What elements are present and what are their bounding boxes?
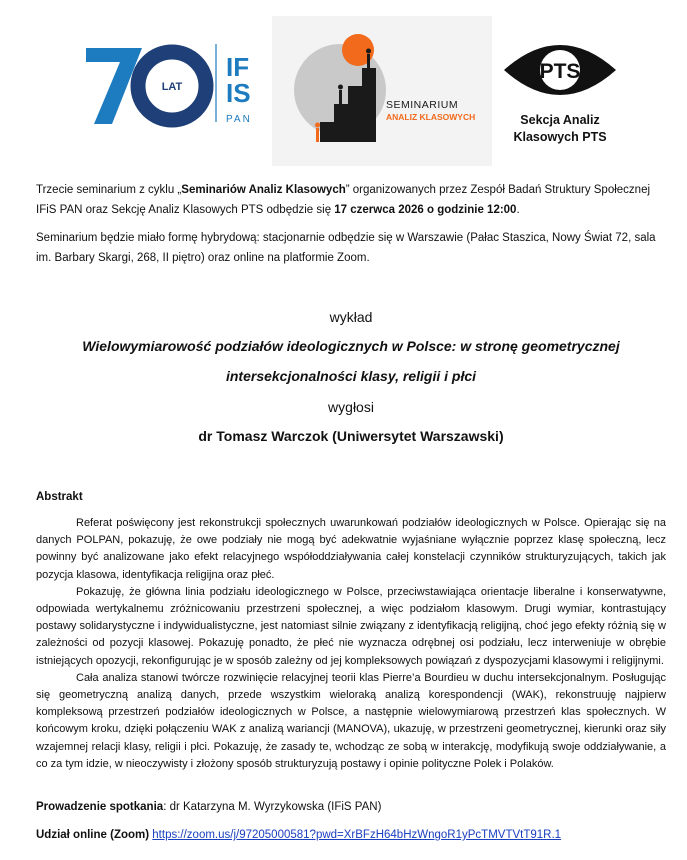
lecture-label: wykład (329, 309, 373, 325)
moderator-label: Prowadzenie spotkania (36, 801, 164, 813)
seminar-series-name: Seminariów Analiz Klasowych (181, 184, 346, 196)
abstract-paragraph-1: Referat poświęcony jest rekonstrukcji społecznych uwarunkowań podziałów ideologicznych w Polsce. Opierając się na danych POLPAN, pokazuję, że owe podziały nie mogą być adekwatnie wyjaśniane wyłącznie poprzez klasę społeczną, lecz powinny być analizowane jako efekt relacyjnego współoddziaływania całej konstelacji czynników strukturyzujących, takich jak pozycja klasowa, identyfikacja religijna oraz płeć. (36, 517, 666, 581)
moderator-value: : dr Katarzyna M. Wyrzykowska (IFiS PAN) (163, 801, 382, 813)
seminar-date: 17 czerwca 2026 o godzinie 12:00 (334, 204, 517, 216)
online-line (36, 825, 666, 845)
logo-is-text: IS (226, 78, 251, 108)
intro-text: ” organizowanych przez Zespół Badań Struktury Społecznej IFiS PAN oraz Sekcję Analiz Klasowych PTS odbędzie się (36, 184, 651, 216)
pts-mark: PTS (539, 60, 581, 83)
ifis-70-logo (84, 40, 270, 130)
pts-line2: Klasowych PTS (513, 130, 607, 144)
logo-lat-text: LAT (161, 81, 183, 93)
seminar-logo (272, 16, 492, 166)
intro-text: Trzecie seminarium z cyklu „ (36, 184, 182, 196)
seminar-logo-line1: SEMINARIUM (386, 99, 459, 111)
logo-if-text: IF (226, 52, 250, 82)
delivered-by-label: wygłosi (328, 399, 374, 415)
logo-pan-text: PAN (226, 114, 252, 125)
seminar-logo-line2: ANALIZ KLASOWYCH (386, 112, 476, 122)
online-label: Udział online (Zoom) (36, 829, 150, 841)
abstract-paragraph-3: Cała analiza stanowi twórcze rozwinięcie relacyjnej teorii klas Pierre’a Bourdieu w duchu intersekcjonalnym. Posługując się geometryczną analizą danych, przede wszystkim wieloraką analizą korespondencji (WAK), rekonstruuję najpierw kompleksową przestrzeń podziałów ideologicznych w Polsce, a następnie wielowymiarową przestrzeń klas społecznych. W końcowym kroku, dzięki połączeniu WAK z analizą wariancji (MANOVA), ukazuję, w przestrzeni geometrycznej, kierunki oraz siły wzajemnej relacji klasy, religii i płci. Pokazuję, że zasady te, wchodząc ze sobą w interakcję, modyfikują swoje oddziaływanie, a co za tym idzie, w nieoczywisty i złożony sposób strukturyzują postawy i opinie polityczne Polek i Polaków. (36, 671, 666, 770)
abstract-paragraph-2: Pokazuję, że główna linia podziału ideologicznego w Polsce, przeciwstawiająca orientacje liberalne i konserwatywne, odpowiada wertykalnemu zróżnicowaniu przestrzeni społecznej, a więc podziałom klasowym. Drugi wymiar, kontrastujący postawy solidarystyczne i indywidualistyczne, jest natomiast silnie związany z identyfikacją religijną, choć jego efekty różnią się w zależności od pozycji klasowej. Pokazuję ponadto, że płeć nie wyznacza odrębnej osi podziału, lecz interweniuje w obrębie istniejących opozycji, rekonfigurując je w sposób zależny od jej kompleksowych powiązań z dyspozycjami klasowymi i religijnymi. (36, 585, 666, 667)
header-logos (0, 0, 687, 170)
abstract-body (36, 515, 666, 773)
lecture-title-line1: Wielowymiarowość podziałów ideologicznych w Polsce: w stronę geometrycznej (82, 338, 620, 354)
pts-logo (500, 38, 620, 148)
intro-paragraph (36, 180, 666, 220)
pts-line1: Sekcja Analiz (520, 113, 600, 127)
intro-text: . (516, 204, 520, 216)
moderator-line (36, 797, 666, 817)
zoom-link[interactable]: https://zoom.us/j/97205000581?pwd=XrBFzH64bHzWngoR1yPcTMVTVtT91R.1 (152, 829, 562, 841)
speaker-name: dr Tomasz Warczok (Uniwersytet Warszawski) (198, 428, 504, 444)
abstract-heading: Abstrakt (36, 491, 83, 503)
lecture-title-line2: intersekcjonalności klasy, religii i płci (225, 368, 477, 384)
venue-paragraph: Seminarium będzie miało formę hybrydową: stacjonarnie odbędzie się w Warszawie (Pałac Staszica, Nowy Świat 72, sala im. Barbary Skargi, 268, II piętro) oraz online na platformie Zoom. (36, 232, 656, 264)
